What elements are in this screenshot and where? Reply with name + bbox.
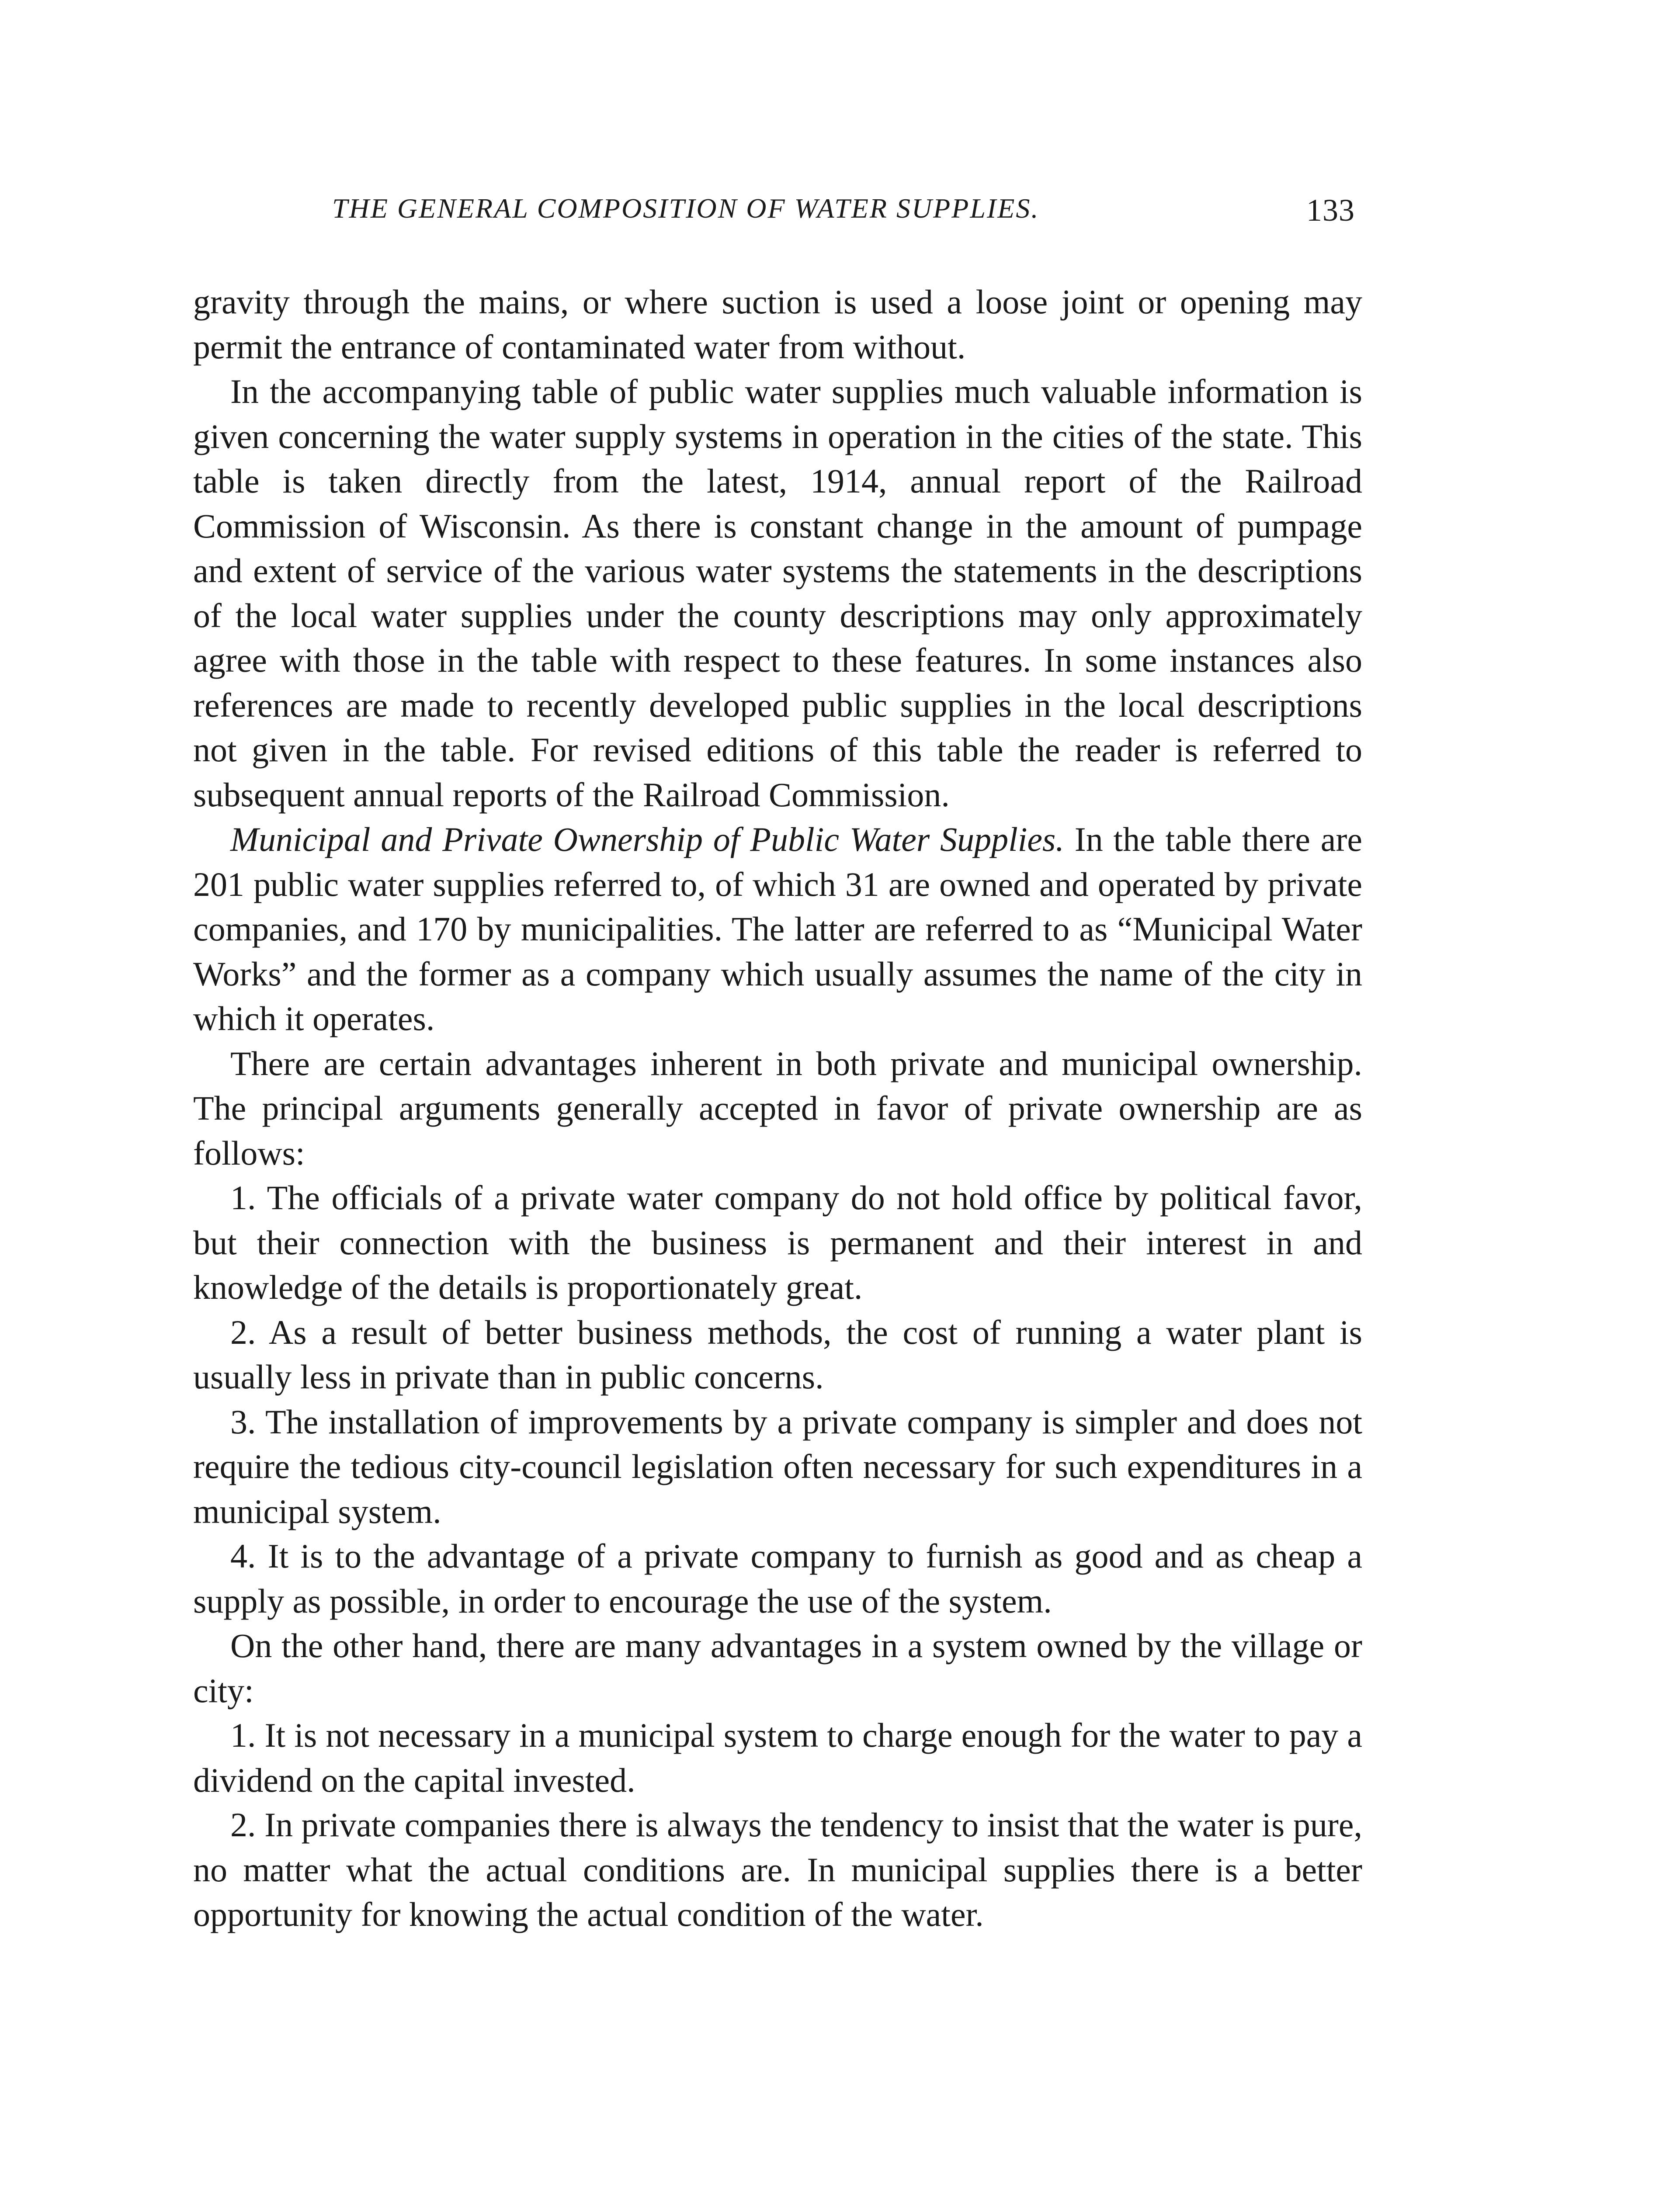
list-item-private-4: 4. It is to the advantage of a private company to furnish as good and as cheap a supply as possible, in order to encourage the use of the system. [193,1537,1362,1620]
paragraph-ownership [193,817,1362,1041]
list-item-municipal-1: 1. It is not necessary in a municipal system to charge enough for the water to pay a dividend on the capital invested. [193,1716,1362,1799]
paragraph-municipal-intro: On the other hand, there are many advantages in a system owned by the village or city: [193,1627,1362,1710]
list-item-private-1: 1. The officials of a private water company do not hold office by political favor, but their connection with the business is permanent and their interest in and knowledge of the details is proportionately great. [193,1179,1362,1306]
running-header [332,192,1355,240]
list-item-private-3: 3. The installation of improvements by a private company is simpler and does not require the tedious city-council legislation often necessary for such expenditures in a municipal system. [193,1402,1362,1530]
list-item-municipal-2: 2. In private companies there is always the tendency to insist that the water is pure, no matter what the actual conditions are. In municipal supplies there is a better opportunity for knowing the actual condition of the water. [193,1806,1362,1933]
section-heading-ownership: Municipal and Private Ownership of Public Water Supplies. [230,820,1064,858]
running-title: THE GENERAL COMPOSITION OF WATER SUPPLIES. [332,193,1040,224]
page-number: 133 [1306,193,1355,228]
paragraph-continuation: gravity through the mains, or where suction is used a loose joint or opening may permit the entrance of contaminated water from without. [193,283,1362,366]
list-item-private-2: 2. As a result of better business methods, the cost of running a water plant is usually less in private than in public concerns. [193,1313,1362,1396]
paragraph-advantages-intro: There are certain advantages inherent in both private and municipal ownership. The principal arguments generally accepted in favor of private ownership are as follows: [193,1044,1362,1172]
body-text [193,280,1362,1937]
paragraph-table-intro: In the accompanying table of public water supplies much valuable information is given concerning the water supply systems in operation in the cities of the state. This table is taken directly from the latest, 1914, annual report of the Railroad Commission of Wisconsin. As there is constant change in the amount of pumpage and extent of service of the various water systems the statements in the descriptions of the local water supplies under the county descriptions may only approximately agree with those in the table with respect to these features. In some instances also references are made to recently developed public supplies in the local descriptions not given in the table. For revised editions of this table the reader is referred to subsequent annual reports of the Railroad Commission. [193,372,1362,814]
paragraph-ownership-body: In the table there are 201 public water supplies referred to, of which 31 are owned and operated by private companies, and 170 by municipalities. The latter are referred to as “Municipal Water Works” and the former as a company which usually assumes the name of the city in which it operates. [193,820,1362,1037]
